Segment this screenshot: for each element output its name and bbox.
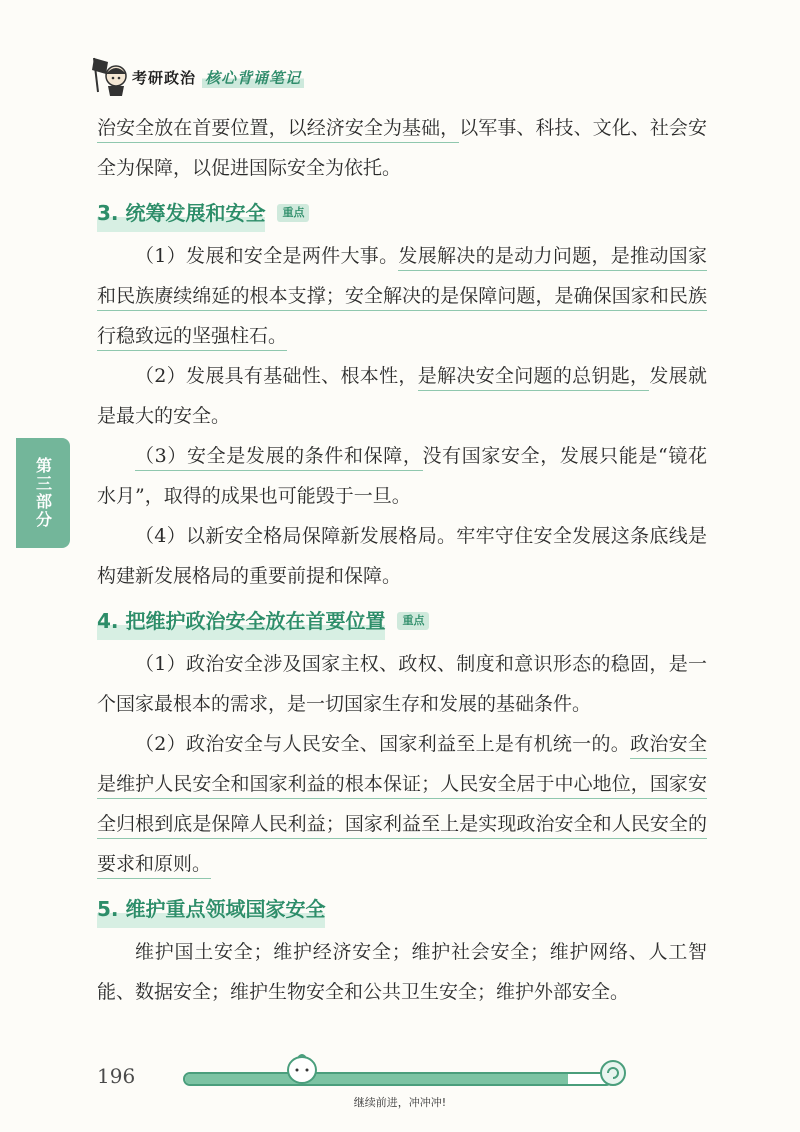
- page-footer: [0, 1056, 800, 1132]
- paragraph: [97, 356, 707, 436]
- brand-series: 考研政治: [132, 68, 197, 87]
- page-header: [88, 52, 318, 102]
- paragraph: [97, 724, 707, 884]
- text-segment: （4）以新安全格局保障新发展格局。牢牢守住安全发展这条底线是构建新发展格局的重要前提和保障。: [97, 525, 707, 587]
- section-heading: [97, 602, 707, 640]
- key-point-badge: 重点: [277, 204, 309, 222]
- paragraph: [97, 108, 707, 188]
- page-content: [97, 108, 707, 1012]
- section-heading-text: 5. 维护重点领域国家安全: [97, 890, 325, 928]
- paragraph: [97, 516, 707, 596]
- underlined-text: 政治安全是维护人民安全和国家利益的根本保证；人民安全居于中心地位，国家安全归根到底是保障人民利益；国家利益至上是实现政治安全和人民安全的要求和原则。: [97, 733, 707, 879]
- underlined-text: 发展解决的是动力问题，是推动国家和民族赓续绵延的根本支撑；安全解决的是保障问题，是确保国家和民族行稳致远的坚强柱石。: [97, 245, 707, 351]
- section-side-tab: [16, 438, 70, 548]
- paragraph: [97, 932, 707, 1012]
- page-number: 196: [97, 1064, 136, 1088]
- section-heading: [97, 194, 707, 232]
- paragraph: [97, 236, 707, 356]
- underlined-text: 治安全放在首要位置，以经济安全为基础，: [97, 117, 459, 143]
- underlined-text: 是解决安全问题的总钥匙，: [418, 365, 650, 391]
- underlined-text: （3）安全是发展的条件和保障，: [135, 445, 423, 471]
- section-heading-text: 3. 统筹发展和安全: [97, 194, 265, 232]
- text-segment: （1）政治安全涉及国家主权、政权、制度和意识形态的稳固，是一个国家最根本的需求，是一切国家生存和发展的基础条件。: [97, 653, 707, 715]
- reading-progress-bar: [183, 1072, 613, 1086]
- text-segment: 以军事、科技、文化、社会安全为保障，以促进国际安全为依托。: [97, 117, 707, 179]
- key-point-badge: 重点: [397, 612, 429, 630]
- bun-mascot-icon: [285, 1050, 319, 1086]
- paragraph: [97, 644, 707, 724]
- side-tab-label: 第三部分: [33, 457, 53, 529]
- book-brand: [132, 66, 304, 88]
- text-segment: 发展就是最大的安全。: [97, 365, 707, 427]
- motto-text: 继续前进，冲冲冲!: [353, 1096, 447, 1109]
- text-segment: 维护国土安全；维护经济安全；维护社会安全；维护网络、人工智能、数据安全；维护生物安全和公共卫生安全；维护外部安全。: [97, 941, 707, 1003]
- text-segment: 没有国家安全，发展只能是“镜花水月”，取得的成果也可能毁于一旦。: [97, 445, 707, 507]
- text-segment: （1）发展和安全是两件大事。: [135, 245, 399, 267]
- paragraph: [97, 436, 707, 516]
- section-heading-text: 4. 把维护政治安全放在首要位置: [97, 602, 385, 640]
- section-heading: [97, 890, 707, 928]
- reading-progress-fill: [185, 1074, 568, 1084]
- swirl-end-icon: [598, 1058, 628, 1088]
- brand-title: 核心背诵笔记: [202, 67, 304, 88]
- text-segment: （2）发展具有基础性、根本性，: [135, 365, 418, 387]
- mascot-flag-icon: [88, 52, 132, 96]
- text-segment: （2）政治安全与人民安全、国家利益至上是有机统一的。: [135, 733, 631, 755]
